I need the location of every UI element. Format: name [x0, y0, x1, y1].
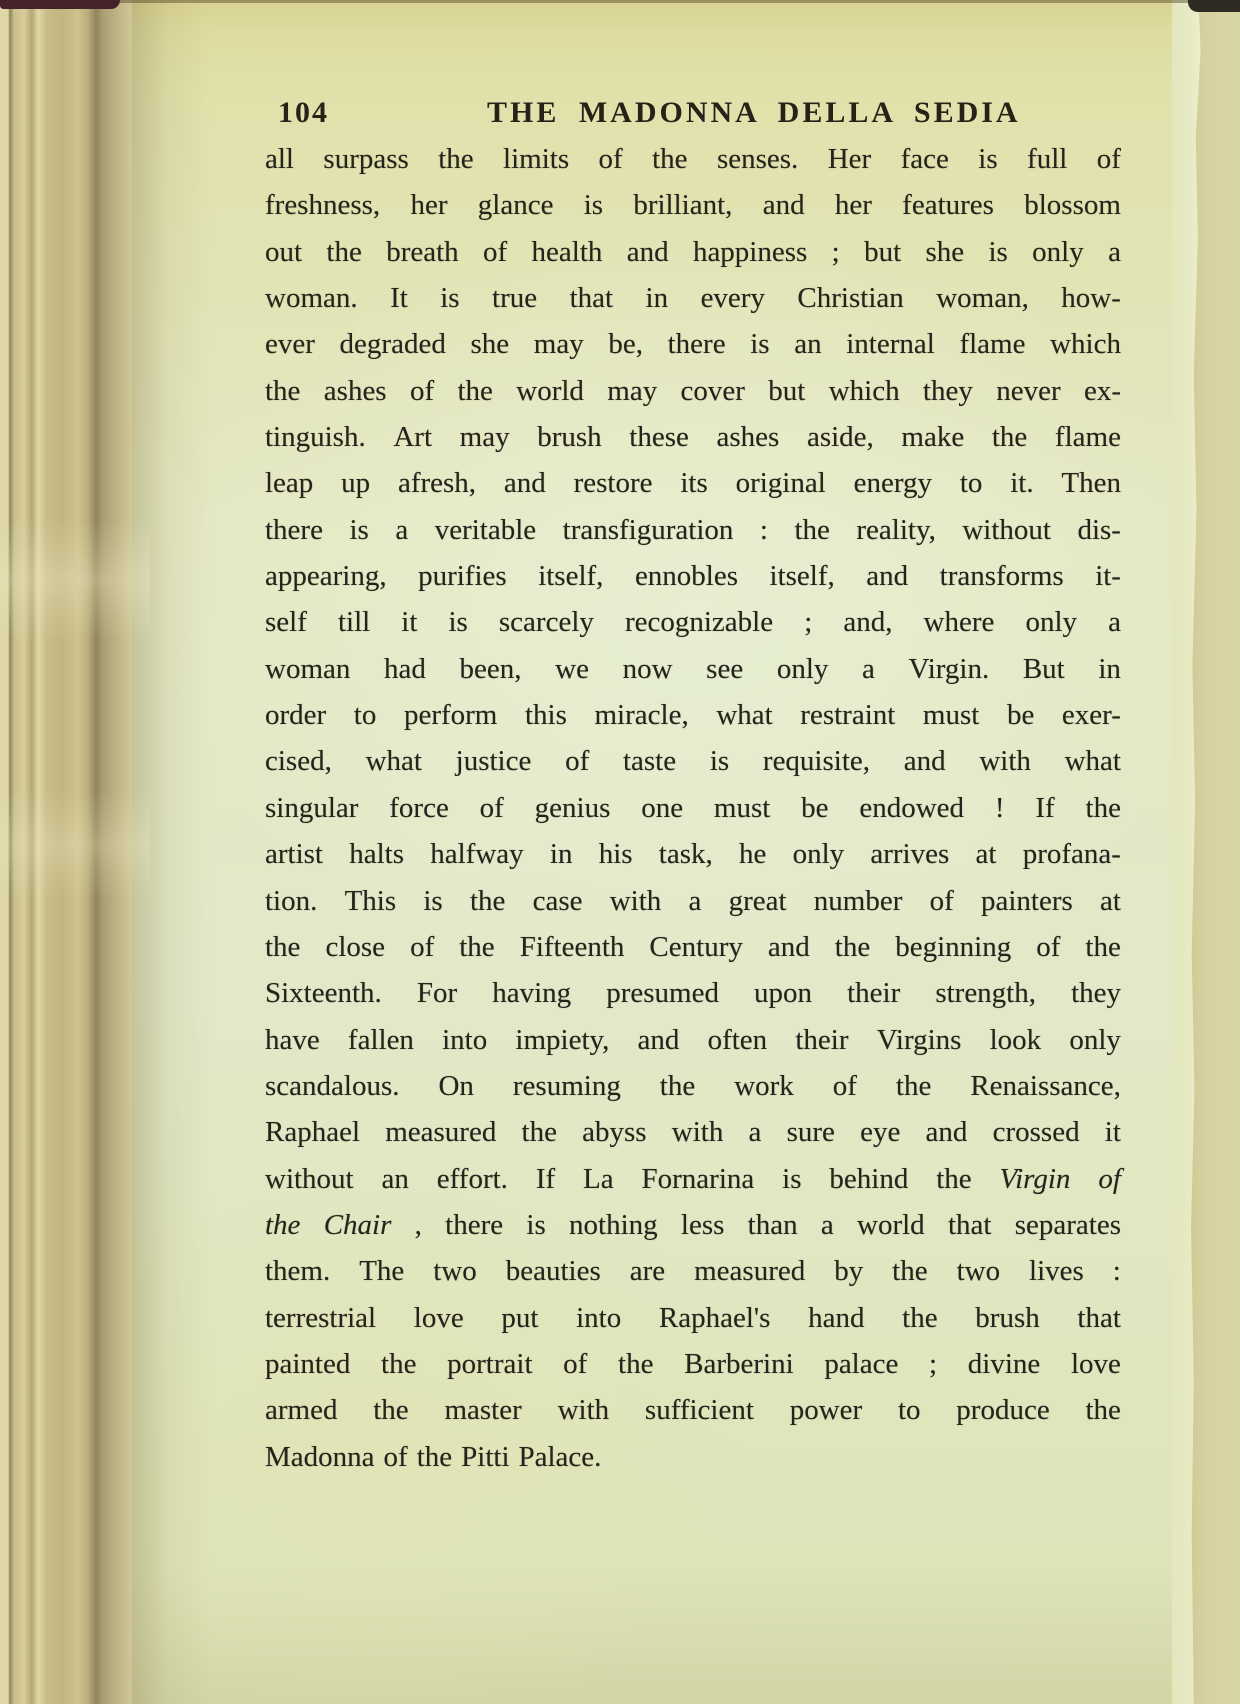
text-line: ever degraded she may be, there is an internal flame which [265, 328, 1121, 361]
text-line: armed the master with sufficient power to produce the [265, 1394, 1121, 1427]
text-line: the Chair , there is nothing less than a world that separates [265, 1208, 1121, 1241]
text-line: without an effort. If La Fornarina is behind the Virgin of [265, 1162, 1121, 1195]
text-line: Madonna of the Pitti Palace. [265, 1440, 602, 1473]
text-line: them. The two beauties are measured by the two lives : [265, 1255, 1121, 1288]
body-text [265, 143, 1121, 1487]
text-line: Raphael measured the abyss with a sure eye and crossed it [265, 1116, 1121, 1149]
text-line: cised, what justice of taste is requisite, and with what [265, 745, 1121, 778]
text-line: out the breath of health and happiness ; but she is only a [265, 235, 1121, 268]
text-line: the close of the Fifteenth Century and the beginning of the [265, 930, 1121, 963]
running-header-title: THE MADONNA DELLA SEDIA [487, 96, 1021, 129]
book-cover-sliver-top-left [0, 0, 120, 9]
text-line: scandalous. On resuming the work of the Renaissance, [265, 1069, 1121, 1102]
text-line: artist halts halfway in his task, he only arrives at profana- [265, 838, 1121, 871]
text-line: woman had been, we now see only a Virgin. But in [265, 652, 1121, 685]
text-line: singular force of genius one must be endowed ! If the [265, 791, 1121, 824]
text-line: the ashes of the world may cover but which they never ex- [265, 374, 1121, 407]
text-line: appearing, purifies itself, ennobles itself, and transforms it- [265, 560, 1121, 593]
text-line: order to perform this miracle, what restraint must be exer- [265, 699, 1121, 732]
text-line: self till it is scarcely recognizable ; and, where only a [265, 606, 1121, 639]
text-line: there is a veritable transfiguration : the reality, without dis- [265, 513, 1121, 546]
text-line: have fallen into impiety, and often their Virgins look only [265, 1023, 1121, 1056]
text-line: woman. It is true that in every Christian woman, how- [265, 282, 1121, 315]
photo-top-edge [0, 0, 1240, 3]
text-line: freshness, her glance is brilliant, and her features blossom [265, 189, 1121, 222]
text-line: tion. This is the case with a great number of painters at [265, 884, 1121, 917]
text-line: Sixteenth. For having presumed upon their strength, they [265, 977, 1121, 1010]
text-line: terrestrial love put into Raphael's hand the brush that [265, 1301, 1121, 1334]
text-line: painted the portrait of the Barberini palace ; divine love [265, 1347, 1121, 1380]
page-number: 104 [278, 96, 329, 129]
text-line: all surpass the limits of the senses. Her face is full of [265, 143, 1121, 175]
gutter-light-band [0, 520, 150, 640]
text-line: tinguish. Art may brush these ashes aside, make the flame [265, 421, 1121, 454]
book-cover-sliver-top-right [1188, 0, 1240, 12]
gutter-light-band [0, 790, 150, 900]
text-line: leap up afresh, and restore its original energy to it. Then [265, 467, 1121, 500]
